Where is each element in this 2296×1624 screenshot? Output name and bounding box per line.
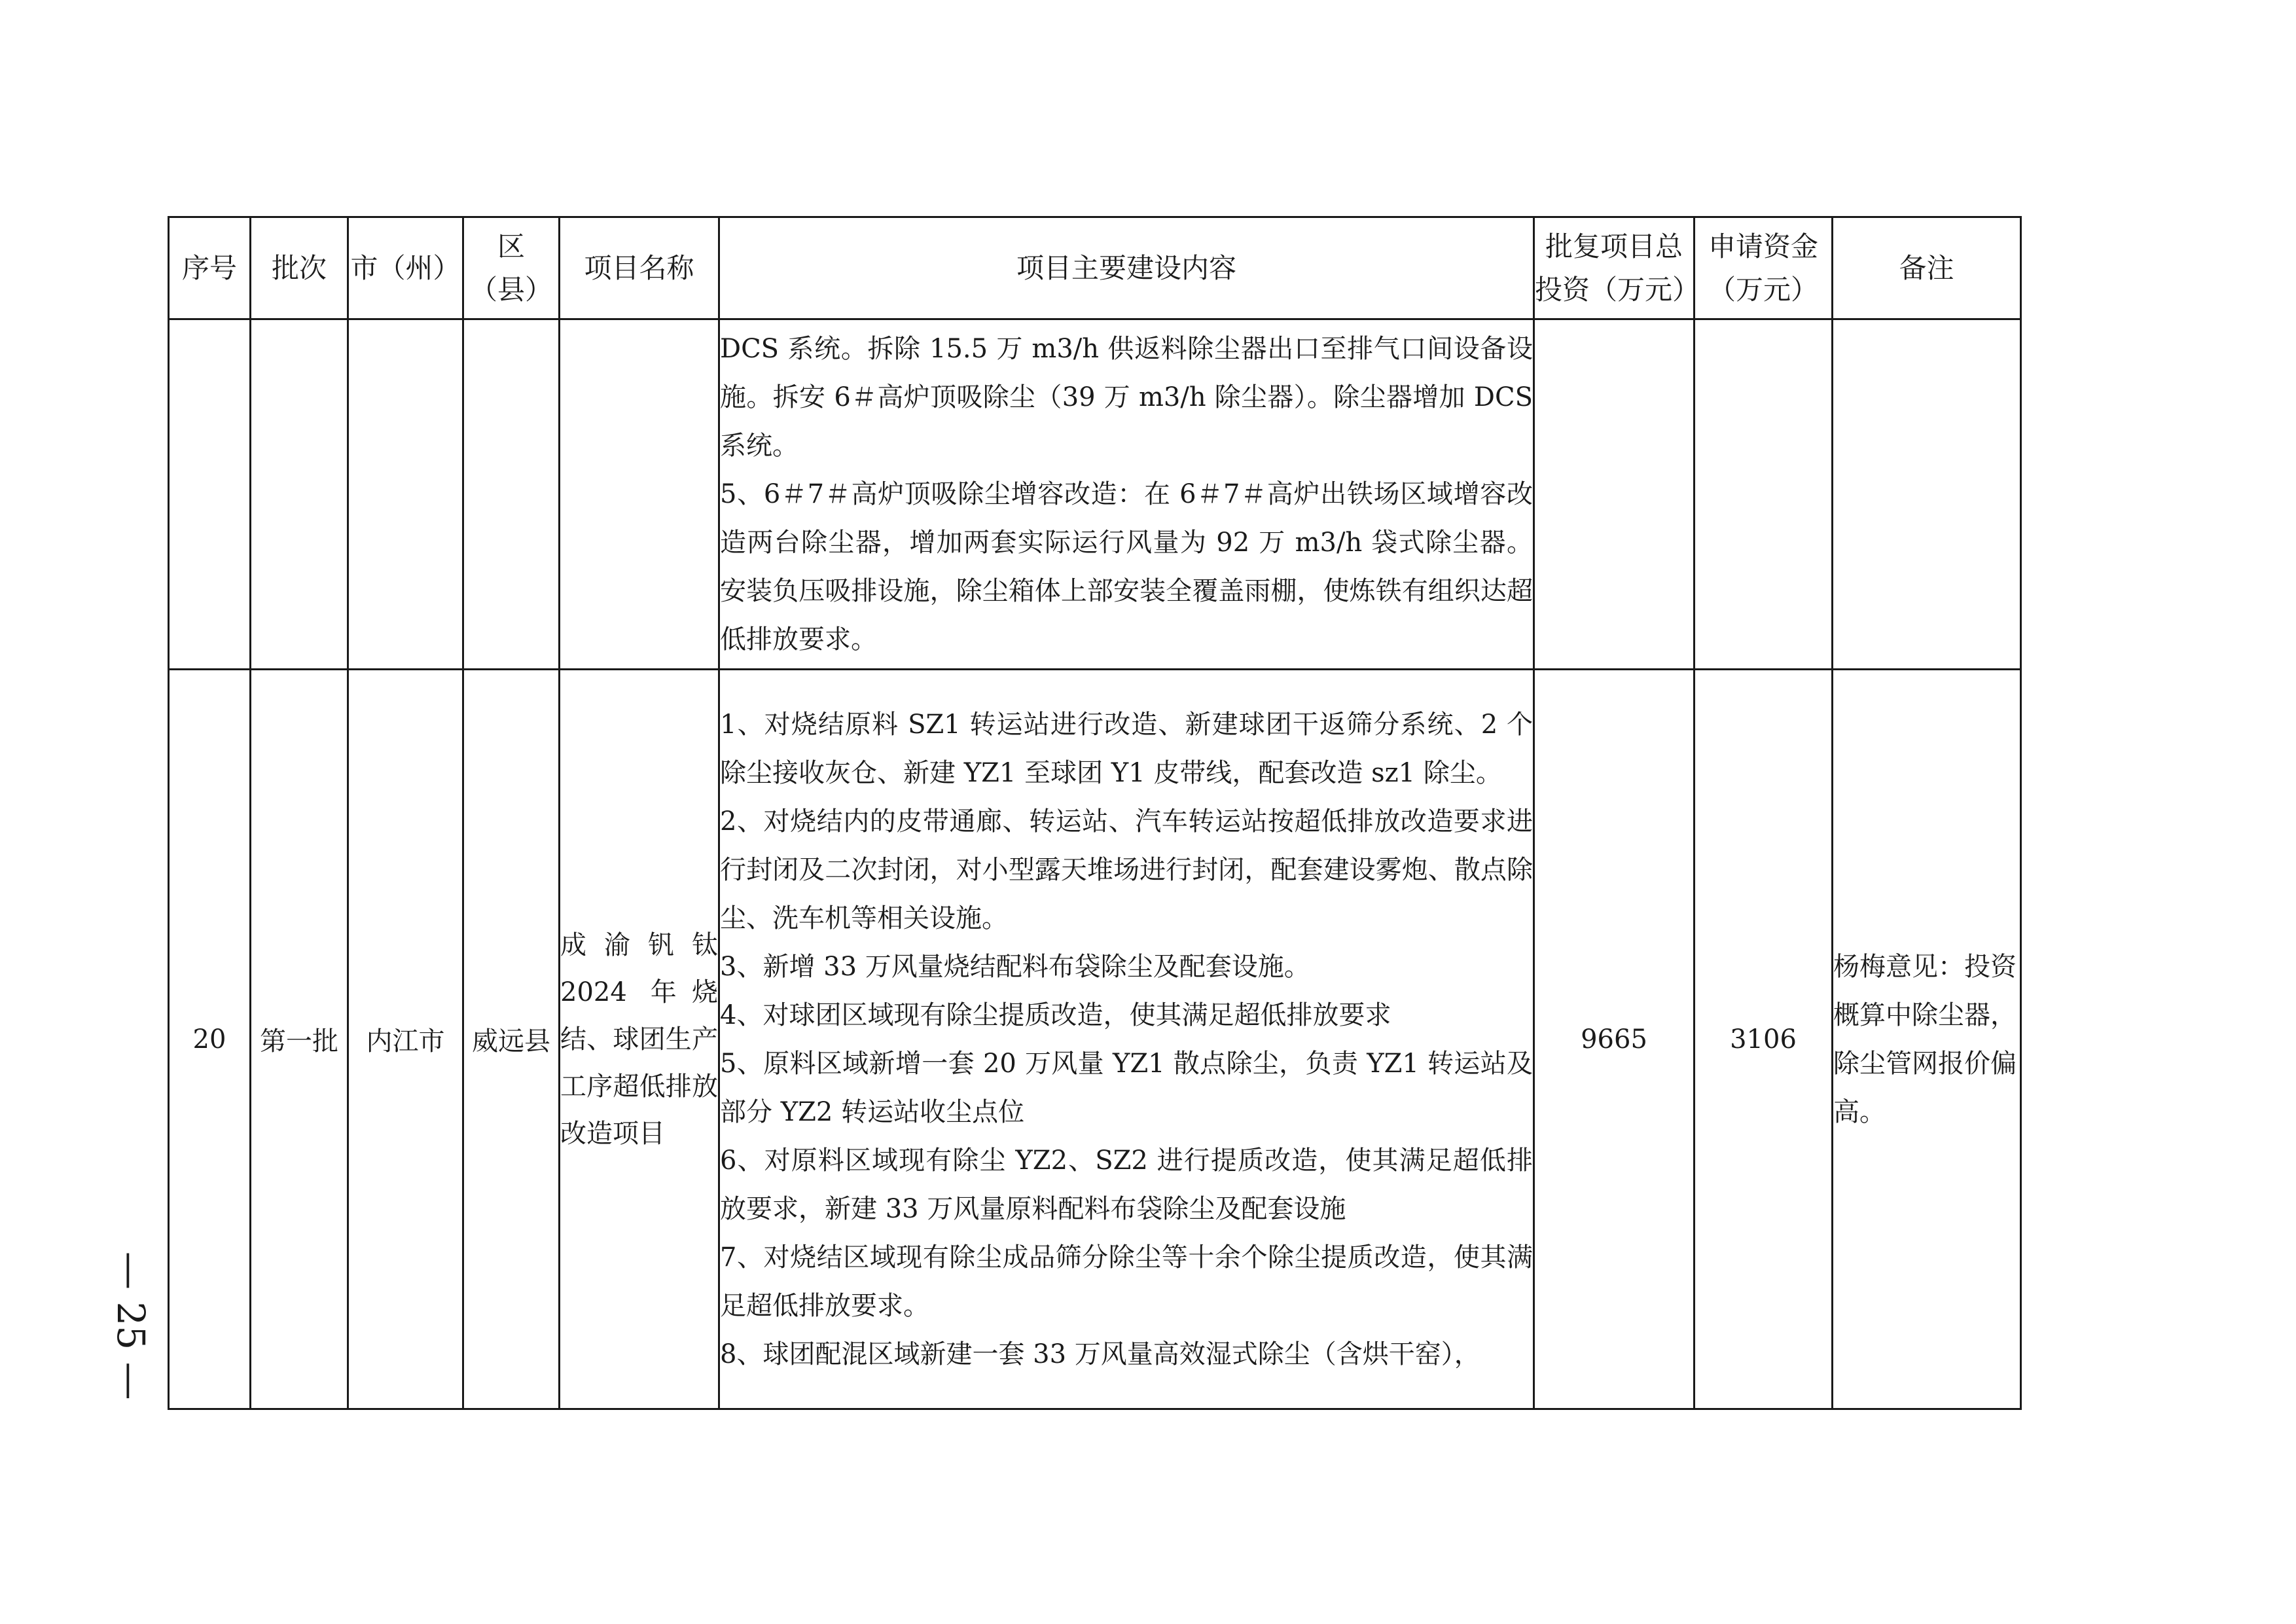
cell-empty — [1695, 319, 1833, 670]
header-seq: 序号 — [169, 217, 251, 319]
header-batch: 批次 — [251, 217, 348, 319]
cell-content — [719, 319, 1534, 670]
cell-funding: 3106 — [1695, 670, 1833, 1409]
content-line: DCS 系统。拆除 15.5 万 m3/h 供返料除尘器出口至排气口间设备设施。拆安 6＃高炉顶吸除尘（39 万 m3/h 除尘器）。除尘器增加 DCS 系统。 — [720, 334, 1533, 461]
cell-content — [719, 670, 1534, 1409]
cell-total-investment: 9665 — [1534, 670, 1695, 1409]
cell-empty — [1833, 319, 2021, 670]
header-content: 项目主要建设内容 — [719, 217, 1534, 319]
cell-empty — [1534, 319, 1695, 670]
table-header-row — [169, 217, 2021, 319]
header-project-name: 项目名称 — [560, 217, 719, 319]
cell-empty — [169, 319, 251, 670]
cell-project-name: 成渝钒钛 2024 年烧结、球团生产工序超低排放改造项目 — [560, 670, 719, 1409]
cell-city: 内江市 — [348, 670, 463, 1409]
cell-empty — [348, 319, 463, 670]
content-line: 2、对烧结内的皮带通廊、转运站、汽车转运站按超低排放改造要求进行封闭及二次封闭，对小型露天堆场进行封闭，配套建设雾炮、散点除尘、洗车机等相关设施。 — [720, 806, 1533, 933]
cell-empty — [560, 319, 719, 670]
header-total-investment-line2: 投资（万元） — [1535, 273, 1700, 306]
header-funding — [1695, 217, 1833, 319]
content-line: 4、对球团区域现有除尘提质改造，使其满足超低排放要求 — [720, 1000, 1391, 1030]
project-table — [168, 216, 2022, 1410]
content-line: 5、6＃7＃高炉顶吸除尘增容改造：在 6＃7＃高炉出铁场区域增容改造两台除尘器，增加两套实际运行风量为 92 万 m3/h 袋式除尘器。安装负压吸排设施，除尘箱体上部安装全覆盖雨棚，使炼铁有组织达超低排放要求。 — [720, 479, 1533, 655]
table-row-continuation — [169, 319, 2021, 670]
content-line: 8、球团配混区域新建一套 33 万风量高效湿式除尘（含烘干窑）， — [720, 1339, 1480, 1369]
page-number: — 25 — — [109, 1251, 153, 1400]
content-line: 3、新增 33 万风量烧结配料布袋除尘及配套设施。 — [720, 951, 1310, 982]
header-county: 区（县） — [463, 217, 560, 319]
content-line: 6、对原料区域现有除尘 YZ2、SZ2 进行提质改造，使其满足超低排放要求，新建 33 万风量原料配料布袋除尘及配套设施 — [720, 1145, 1533, 1224]
cell-empty — [251, 319, 348, 670]
header-total-investment-line1: 批复项目总 — [1545, 230, 1683, 262]
content-line: 7、对烧结区域现有除尘成品筛分除尘等十余个除尘提质改造，使其满足超低排放要求。 — [720, 1242, 1533, 1321]
header-funding-line1: 申请资金 — [1708, 230, 1818, 262]
content-line: 1、对烧结原料 SZ1 转运站进行改造、新建球团干返筛分系统、2 个除尘接收灰仓、新建 YZ1 至球团 Y1 皮带线，配套改造 sz1 除尘。 — [720, 709, 1533, 788]
header-total-investment — [1534, 217, 1700, 319]
header-remark: 备注 — [1833, 217, 2021, 319]
cell-remark: 杨梅意见：投资概算中除尘器，除尘管网报价偏高。 — [1833, 670, 2021, 1409]
cell-empty — [463, 319, 560, 670]
header-city: 市（州） — [348, 217, 463, 319]
table-row — [169, 670, 2021, 1409]
cell-county: 威远县 — [463, 670, 560, 1409]
header-funding-line2: （万元） — [1708, 273, 1818, 306]
cell-batch: 第一批 — [251, 670, 348, 1409]
cell-seq: 20 — [169, 670, 251, 1409]
content-line: 5、原料区域新增一套 20 万风量 YZ1 散点除尘，负责 YZ1 转运站及部分 YZ2 转运站收尘点位 — [720, 1048, 1533, 1127]
